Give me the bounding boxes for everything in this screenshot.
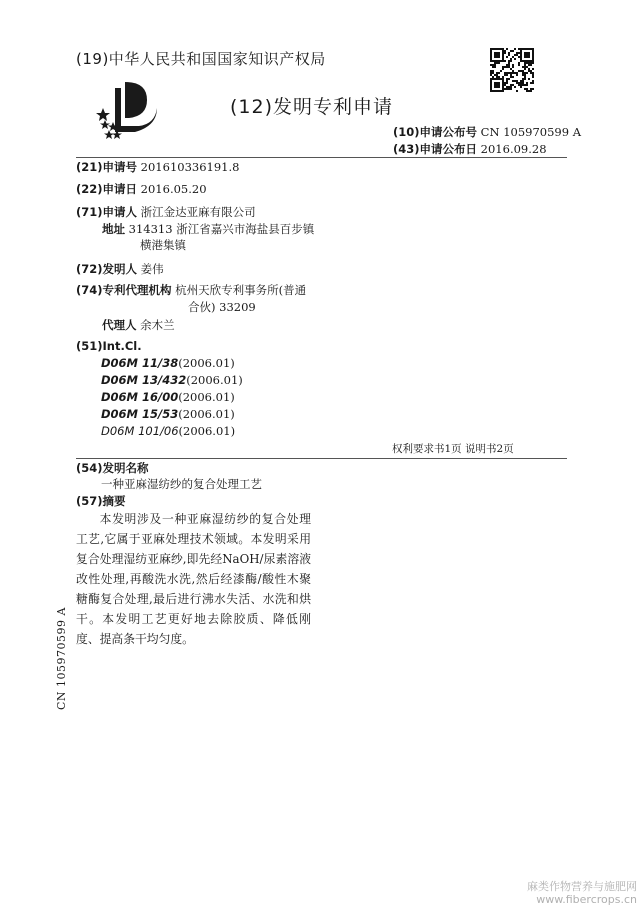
agent-label: 代理人 <box>102 318 137 332</box>
application-number-value: 201610336191.8 <box>140 160 240 174</box>
applicant <box>76 204 256 221</box>
inventor-label: (72)发明人 <box>76 262 138 276</box>
watermark-line2: www.fibercrops.cn <box>536 893 637 906</box>
address <box>102 221 314 238</box>
pages-note: 权利要求书1页 说明书2页 <box>392 443 514 455</box>
qr-code-icon <box>490 48 534 92</box>
issuing-office: (19)中华人民共和国国家知识产权局 <box>76 50 326 68</box>
ipc-version: (2006.01) <box>178 356 235 370</box>
applicant-label: (71)申请人 <box>76 205 138 219</box>
application-number-label: (21)申请号 <box>76 160 138 174</box>
ipc-code: D06M 15/53 <box>101 407 179 421</box>
publication-number <box>393 124 581 140</box>
patent-agency <box>76 282 306 299</box>
ipc-version: (2006.01) <box>178 407 235 421</box>
ipc-label-text: (51)Int.Cl. <box>76 339 142 353</box>
title-section-label <box>76 460 149 477</box>
document-kind: (12)发明专利申请 <box>230 96 394 118</box>
watermark-line1: 麻类作物营养与施肥网 <box>527 880 637 893</box>
agent <box>102 317 175 334</box>
patent-agency-line2: 合伙) 33209 <box>188 300 256 314</box>
ipc-code: D06M 11/38 <box>101 356 179 370</box>
abstract-text: 本发明涉及一种亚麻湿纺纱的复合处理工艺,它属于亚麻处理技术领域。本发明采用复合处理湿纺亚麻纱,即先经NaOH/尿素溶液改性处理,再酸洗水洗,然后经漆酶/酸性木聚糖酶复合处理,最后进行沸水失活、水洗和烘干。本发明工艺更好地去除胶质、降低刚度、提高条干均匀度。 <box>76 512 311 646</box>
ipc-version: (2006.01) <box>178 390 235 404</box>
abstract-label-text: (57)摘要 <box>76 494 126 508</box>
ipc-item <box>101 389 243 406</box>
cnipa-logo-icon <box>95 78 167 140</box>
address-label: 地址 <box>102 222 125 236</box>
ipc-code: D06M 13/432 <box>101 373 187 387</box>
patent-agency-label: (74)专利代理机构 <box>76 283 172 297</box>
inventor <box>76 261 164 278</box>
applicant-value: 浙江金达亚麻有限公司 <box>140 205 256 219</box>
ipc-list <box>101 355 243 440</box>
publication-date-value: 2016.09.28 <box>480 142 547 156</box>
publication-number-value: CN 105970599 A <box>480 125 581 139</box>
ipc-item <box>101 423 243 440</box>
watermark <box>527 880 637 906</box>
ipc-item <box>101 355 243 372</box>
ipc-code: D06M 101/06 <box>101 424 179 438</box>
address-line1: 314313 浙江省嘉兴市海盐县百步镇 <box>128 222 315 236</box>
publication-number-label: (10)申请公布号 <box>393 125 478 139</box>
invention-title: 一种亚麻湿纺纱的复合处理工艺 <box>101 477 262 491</box>
application-date-label: (22)申请日 <box>76 182 138 196</box>
divider <box>76 157 567 158</box>
inventor-value: 姜伟 <box>140 262 164 276</box>
ipc-code: D06M 16/00 <box>101 390 179 404</box>
application-date-value: 2016.05.20 <box>140 182 207 196</box>
application-number <box>76 159 239 176</box>
ipc-label <box>76 338 142 355</box>
abstract-label <box>76 493 126 510</box>
publication-date <box>393 141 547 157</box>
ipc-version: (2006.01) <box>186 373 243 387</box>
patent-agency-line1: 杭州天欣专利事务所(普通 <box>175 283 307 297</box>
agent-value: 余木兰 <box>140 318 175 332</box>
ipc-version: (2006.01) <box>178 424 236 438</box>
ipc-item <box>101 372 243 389</box>
address-line2: 横港集镇 <box>140 238 186 252</box>
title-section-label-text: (54)发明名称 <box>76 461 149 475</box>
ipc-item <box>101 406 243 423</box>
application-date <box>76 181 207 198</box>
divider <box>76 458 567 459</box>
publication-date-label: (43)申请公布日 <box>393 142 478 156</box>
side-publication-code: CN 105970599 A <box>55 607 68 710</box>
